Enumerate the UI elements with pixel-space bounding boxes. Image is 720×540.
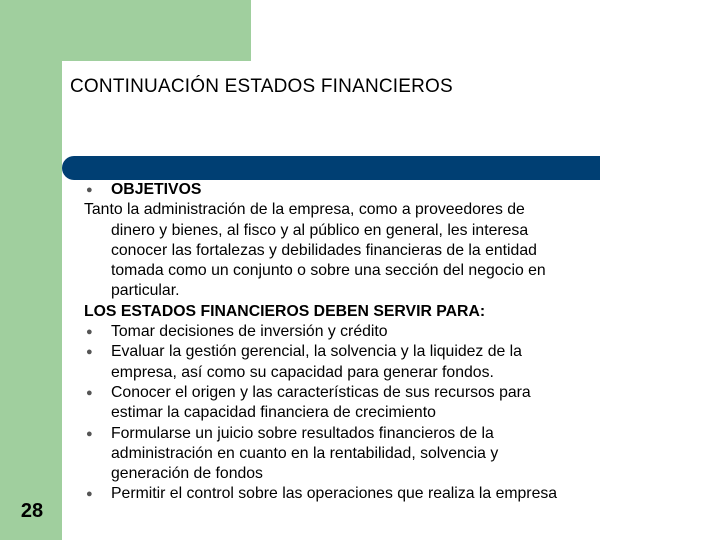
list-item-text: Tomar decisiones de inversión y crédito [111, 323, 388, 341]
objectives-heading [84, 180, 709, 200]
list-item-continuation: estimar la capacidad financiera de crecimiento [111, 404, 436, 422]
slide-title: CONTINUACIÓN ESTADOS FINANCIEROS [70, 76, 453, 97]
slide-body [84, 180, 709, 505]
slide-number: 28 [20, 500, 44, 522]
bullet-list [84, 322, 709, 505]
list-item-text: Evaluar la gestión gerencial, la solvencia y la liquidez de la [111, 343, 522, 361]
bullet-icon: ● [86, 326, 93, 339]
list-item-text: Conocer el origen y las características de sus recursos para [111, 383, 531, 401]
list-item-continuation: empresa, así como su capacidad para generar fondos. [111, 363, 494, 381]
intro-line: dinero y bienes, al fisco y al público en general, les interesa [111, 221, 529, 239]
list-item [84, 424, 709, 444]
bullet-icon: ● [86, 427, 93, 440]
list-item-text: Permitir el control sobre las operaciones que realiza la empresa [111, 485, 558, 503]
list-item-text: Formularse un juicio sobre resultados financieros de la [111, 424, 494, 442]
list-item [84, 322, 709, 342]
intro-line: tomada como un conjunto o sobre una sección del negocio en [111, 262, 546, 280]
bullet-icon: ● [86, 346, 93, 359]
intro-line: conocer las fortalezas y debilidades financieras de la entidad [111, 241, 537, 259]
list-item-continuation: generación de fondos [111, 465, 263, 483]
decorative-green-strip [0, 183, 62, 540]
list-item [84, 342, 709, 362]
bullet-icon: ● [86, 488, 93, 501]
list-item [84, 484, 709, 504]
intro-line: Tanto la administración de la empresa, como a proveedores de [84, 201, 525, 219]
intro-line: particular. [111, 282, 180, 300]
bullet-icon: ● [86, 184, 93, 196]
title-underline-bar [62, 156, 600, 180]
bullet-icon: ● [86, 386, 93, 399]
objectives-heading-label: OBJETIVOS [111, 181, 202, 198]
section-heading: LOS ESTADOS FINANCIEROS DEBEN SERVIR PARA: [84, 302, 486, 320]
list-item-continuation: administración en cuanto en la rentabilidad, solvencia y [111, 444, 499, 462]
list-item [84, 383, 709, 403]
